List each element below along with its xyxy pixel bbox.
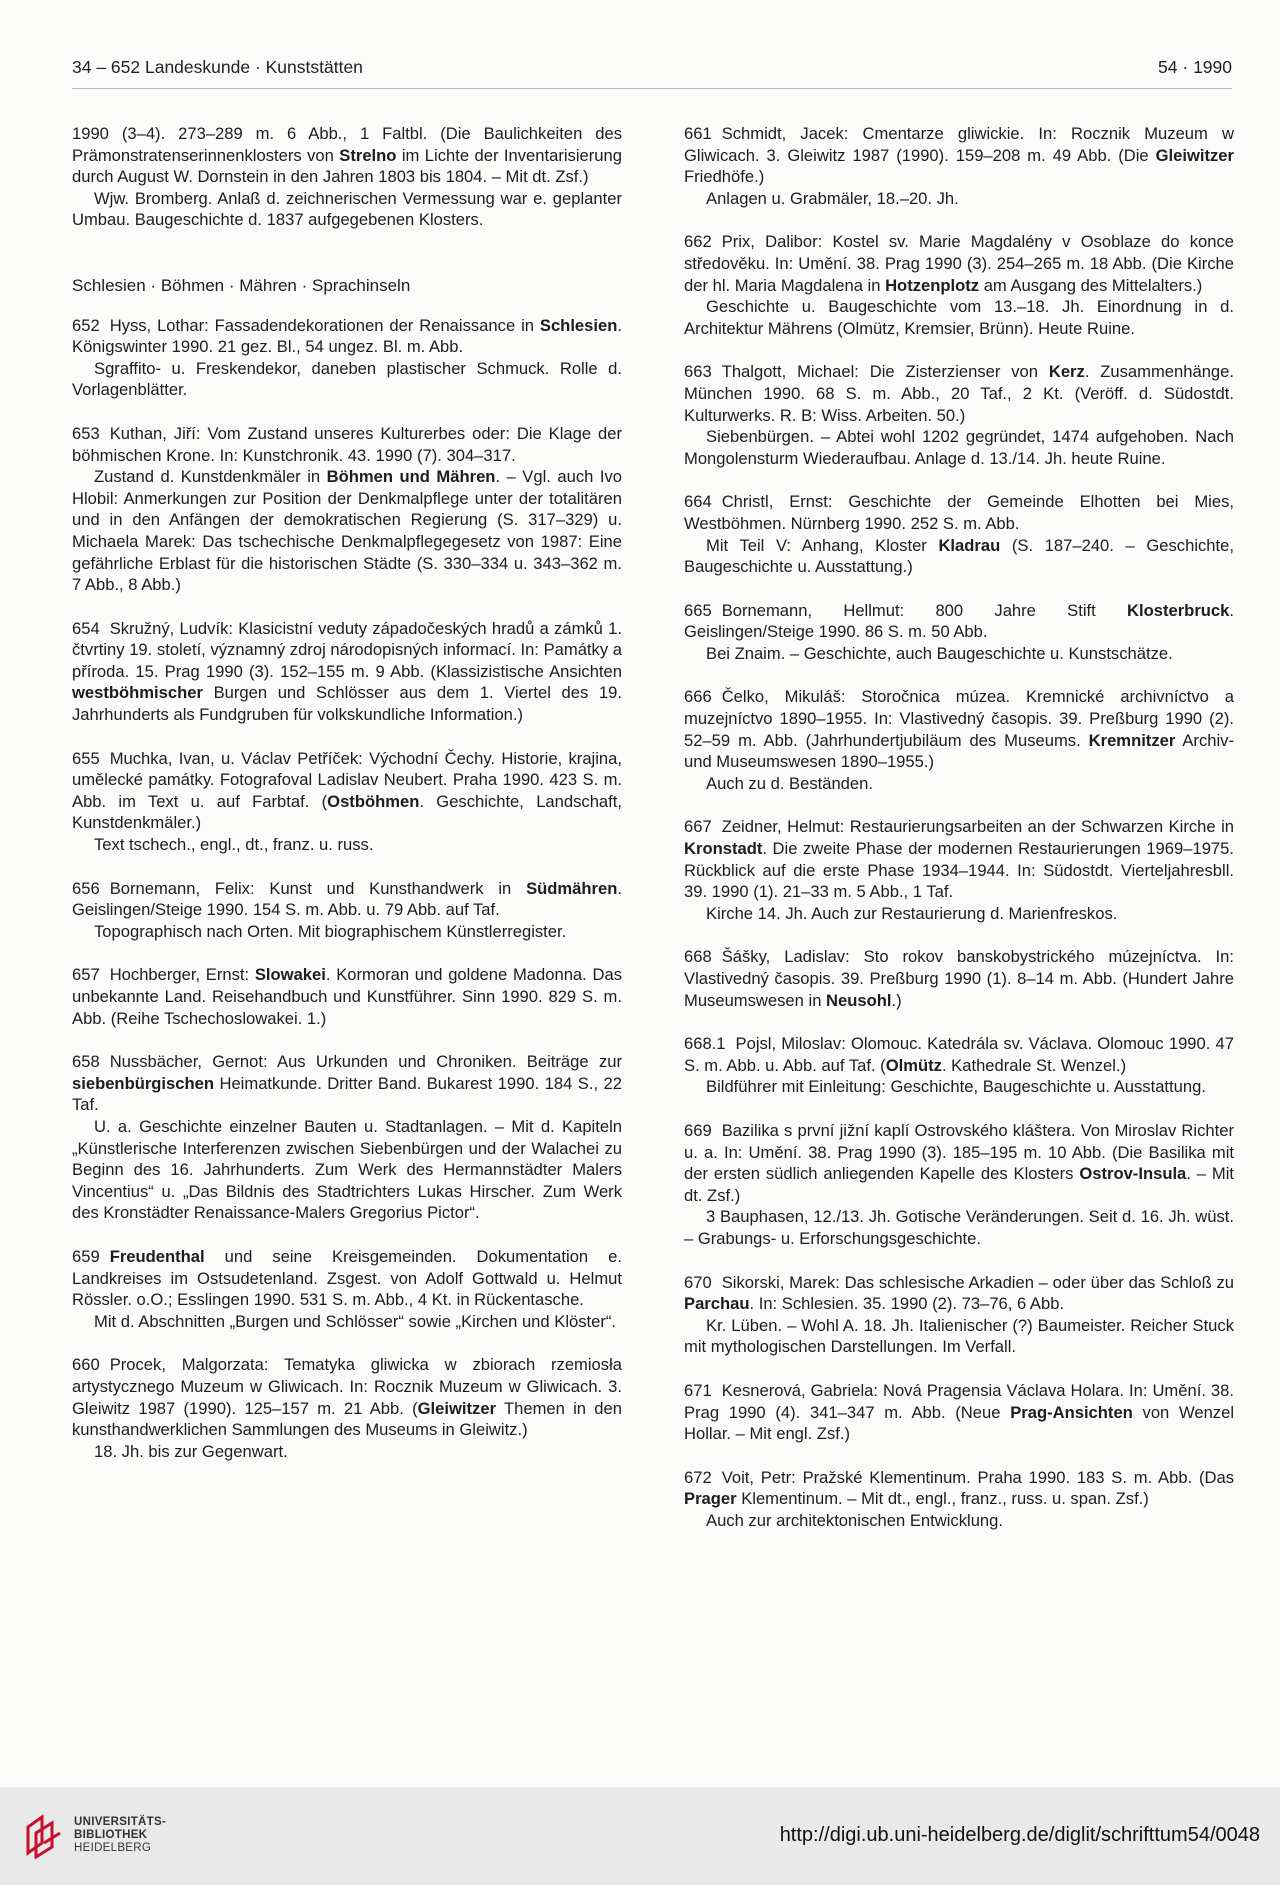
entry-note: Bildführer mit Einleitung: Geschichte, Baugeschichte u. Ausstattung.	[706, 1077, 1206, 1097]
header-rule	[72, 88, 1232, 89]
entry-note: Topographisch nach Orten. Mit biographischem Künstlerregister.	[94, 921, 567, 941]
library-name: UNIVERSITÄTS- BIBLIOTHEK HEIDELBERG	[74, 1816, 167, 1854]
entry-668-1: 668.1 Pojsl, Miloslav: Olomouc. Katedrála sv. Václava. Olomouc 1990. 47 S. m. Abb. u. Abb. auf Taf. (Olmütz. Kathedrale St. Wenzel.) Bildführer mit Einleitung: Geschichte, Baugeschichte u. Ausstattung.	[684, 1034, 1234, 1097]
entry-668: 668 Šášky, Ladislav: Sto rokov banskobystrického múzejníctva. In: Vlastivedný časopis. 39. Preßburg 1990 (1). 8–14 m. Abb. (Hundert Jahre Museumswesen in Neusohl.)	[684, 947, 1234, 1010]
entry-note: Text tschech., engl., dt., franz. u. russ.	[94, 835, 374, 855]
entry-note: Siebenbürgen. – Abtei wohl 1202 gegründet, 1474 aufgehoben. Nach Mongolensturm Wiederaufbau. Anlage d. 13./14. Jh. heute Ruine.	[684, 427, 1234, 468]
source-url[interactable]: http://digi.ub.uni-heidelberg.de/diglit/schrifttum54/0048	[779, 1824, 1260, 1846]
entry-656: 656 Bornemann, Felix: Kunst und Kunsthandwerk in Südmähren. Geislingen/Steige 1990. 154 S. m. Abb. u. 79 Abb. auf Taf. Topographisch nach Orten. Mit biographischem Künstlerregister.	[72, 878, 622, 941]
entry-664: 664 Christl, Ernst: Geschichte der Gemeinde Elhotten bei Mies, Westböhmen. Nürnberg 1990. 252 S. m. Abb. Mit Teil V: Anhang, Kloster Kladrau (S. 187–240. – Geschichte, Baugeschichte u. Ausstattung.)	[684, 492, 1234, 577]
entry-652: 652 Hyss, Lothar: Fassadendekorationen der Renaissance in Schlesien. Königswinter 1990. 21 gez. Bl., 54 ungez. Bl. m. Abb. Sgraffito- u. Freskendekor, daneben plastischer Schmuck. Rolle d. Vorlagenblätter.	[72, 315, 622, 400]
entry-670: 670 Sikorski, Marek: Das schlesische Arkadien – oder über das Schloß zu Parchau. In: Schlesien. 35. 1990 (2). 73–76, 6 Abb. Kr. Lüben. – Wohl A. 18. Jh. Italienischer (?) Baumeister. Reicher Stuck mit mythologischen Darstellungen. Im Verfall.	[684, 1272, 1234, 1357]
entry-note: U. a. Geschichte einzelner Bauten u. Stadtanlagen. – Mit d. Kapiteln „Künstlerische Interferenzen zwischen Siebenbürgen und der Walachei zu Beginn des 16. Jahrhunderts. Zum Werk des Hermannstädter Malers Vincentius“ u. „Das Bildnis des Stadtrichters Lukas Hirscher. Zum Werk des Kronstädter Renaissance-Malers Gregorius Pictor“.	[72, 1116, 622, 1223]
entry-carryover: 1990 (3–4). 273–289 m. 6 Abb., 1 Faltbl. (Die Baulichkeiten des Prämonstratenserinnenklosters von Strelno im Lichte der Inventarisierung durch August W. Dornstein in den Jahren 1803 bis 1804. – Mit dt. Zsf.) Wjw. Bromberg. Anlaß d. zeichnerischen Vermessung war e. geplanter Umbau. Baugeschichte d. 1837 aufgegebenen Klosters.	[72, 124, 622, 230]
entry-note: 18. Jh. bis zur Gegenwart.	[94, 1441, 288, 1461]
library-logo-icon	[24, 1813, 64, 1859]
entry-671: 671 Kesnerová, Gabriela: Nová Pragensia Václava Holara. In: Umění. 38. Prag 1990 (4). 341–347 m. Abb. (Neue Prag-Ansichten von Wenzel Hollar. – Mit engl. Zsf.)	[684, 1380, 1235, 1444]
entry-655: 655 Muchka, Ivan, u. Václav Petříček: Východní Čechy. Historie, krajina, umělecké památky. Fotografoval Ladislav Neubert. Praha 1990. 423 S. m. Abb. im Text u. auf Farbtaf. (Ostböhmen. Geschichte, Landschaft, Kunstdenkmäler.) Text tschech., engl., dt., franz. u. russ.	[72, 748, 622, 855]
entry-note: Auch zu d. Beständen.	[706, 773, 873, 793]
entry-658: 658 Nussbächer, Gernot: Aus Urkunden und Chroniken. Beiträge zur siebenbürgischen Heimatkunde. Dritter Band. Bukarest 1990. 184 S., 22 Taf. U. a. Geschichte einzelner Bauten u. Stadtanlagen. – Mit d. Kapiteln „Künstlerische Interferenzen zwischen Siebenbürgen und der Walachei zu Beginn des 16. Jahrhunderts. Zum Werk des Hermannstädter Malers Vincentius“ u. „Das Bildnis des Stadtrichters Lukas Hirscher. Zum Werk des Kronstädter Renaissance-Malers Gregorius Pictor“.	[72, 1052, 622, 1223]
section-heading: Schlesien · Böhmen · Mähren · Sprachinseln	[72, 275, 411, 295]
entry-665: 665 Bornemann, Hellmut: 800 Jahre Stift Klosterbruck. Geislingen/Steige 1990. 86 S. m. 50 Abb. Bei Znaim. – Geschichte, auch Baugeschichte u. Kunstschätze.	[684, 600, 1234, 663]
entry-note: Sgraffito- u. Freskendekor, daneben plastischer Schmuck. Rolle d. Vorlagenblätter.	[72, 358, 622, 400]
entry-669: 669 Bazilika s první jižní kaplí Ostrovského kláštera. Von Miroslav Richter u. a. In: Umění. 38. Prag 1990 (3). 185–195 m. 10 Abb. (Die Basilika mit der ersten südlich anliegenden Kapelle des Klosters Ostrov-Insula. – Mit dt. Zsf.) 3 Bauphasen, 12./13. Jh. Gotische Veränderungen. Seit d. 16. Jh. wüst. – Grabungs- u. Erforschungsgeschichte.	[684, 1120, 1234, 1248]
entry-note: Anlagen u. Grabmäler, 18.–20. Jh.	[706, 188, 959, 208]
right-column	[684, 123, 1234, 1553]
entry-672: 672 Voit, Petr: Pražské Klementinum. Praha 1990. 183 S. m. Abb. (Das Prager Klementinum. – Mit dt., engl., franz., russ. u. span. Zsf.) Auch zur architektonischen Entwicklung.	[684, 1467, 1234, 1530]
entry-654: 654 Skružný, Ludvík: Klasicistní veduty západočeských hradů a zámků 1. čtvrtiny 19. století, významný zdroj národopisných informací. In: Památky a příroda. 15. Prag 1990 (3). 152–155 m. 9 Abb. (Klassizistische Ansichten westböhmischer Burgen und Schlösser aus dem 1. Viertel des 19. Jahrhunderts als Fundgruben für volkskundliche Information.)	[72, 618, 622, 725]
entry-note: Wjw. Bromberg. Anlaß d. zeichnerischen Vermessung war e. geplanter Umbau. Baugeschichte d. 1837 aufgegebenen Klosters.	[72, 188, 622, 230]
entry-note: Auch zur architektonischen Entwicklung.	[706, 1510, 1003, 1530]
running-head-left: 34 – 652 Landeskunde · Kunststätten	[72, 57, 363, 77]
entry-659: 659 Freudenthal und seine Kreisgemeinden. Dokumentation e. Landkreises im Ostsudetenland. Zsgest. von Adolf Gottwald u. Helmut Rössler. o.O.; Esslingen 1990. 531 S. m. Abb., 4 Kt. in Rückentasche. Mit d. Abschnitten „Burgen und Schlösser“ sowie „Kirchen und Klöster“.	[72, 1246, 622, 1331]
entry-660: 660 Procek, Malgorzata: Tematyka gliwicka w zbiorach rzemiosła artystycznego Muzeum w Gliwicach. In: Rocznik Muzeum w Gliwicach. 3. Gleiwitz 1987 (1990). 125–157 m. 21 Abb. (Gleiwitzer Themen in den kunsthandwerklichen Sammlungen des Museums in Gleiwitz.) 18. Jh. bis zur Gegenwart.	[72, 1355, 622, 1461]
entry-note: Mit d. Abschnitten „Burgen und Schlösser“ sowie „Kirchen und Klöster“.	[94, 1311, 617, 1331]
entry-note: Mit Teil V: Anhang, Kloster Kladrau (S. 187–240. – Geschichte, Baugeschichte u. Ausstattung.)	[684, 535, 1234, 577]
entry-note: Bei Znaim. – Geschichte, auch Baugeschichte u. Kunstschätze.	[706, 643, 1173, 663]
entry-note: Geschichte u. Baugeschichte vom 13.–18. Jh. Einordnung in d. Architektur Mährens (Olmütz, Kremsier, Brünn). Heute Ruine.	[684, 297, 1234, 338]
footer-band	[0, 1787, 1280, 1885]
entry-666: 666 Čelko, Mikuláš: Storočnica múzea. Kremnické archivníctvo a muzejníctvo 1890–1955. In: Vlastivedný časopis. 39. Preßburg 1990 (2). 52–59 m. Abb. (Jahrhundertjubiläum des Museums. Kremnitzer Archiv- und Museumswesen 1890–1955.) Auch zu d. Beständen.	[684, 687, 1234, 793]
entry-note: 3 Bauphasen, 12./13. Jh. Gotische Veränderungen. Seit d. 16. Jh. wüst. – Grabungs- u. Erforschungsgeschichte.	[684, 1207, 1234, 1248]
entry-657: 657 Hochberger, Ernst: Slowakei. Kormoran und goldene Madonna. Das unbekannte Land. Reisehandbuch und Kunstführer. Sinn 1990. 829 S. m. Abb. (Reihe Tschechoslowakei. 1.)	[72, 965, 622, 1028]
left-column	[72, 123, 622, 1484]
entry-653: 653 Kuthan, Jiří: Vom Zustand unseres Kulturerbes oder: Die Klage der böhmischen Krone. In: Kunstchronik. 43. 1990 (7). 304–317. Zustand d. Kunstdenkmäler in Böhmen und Mähren. – Vgl. auch Ivo Hlobil: Anmerkungen zur Position der Denkmalpflege unter der totalitären und in den Anfängen der demokratischen Regierung (S. 317–329) u. Michaela Marek: Das tschechische Denkmalpflegegesetz von 1987: Eine gefährliche Erblast für die historischen Städte (S. 330–334 u. 343–362 m. 7 Abb., 8 Abb.)	[72, 423, 623, 595]
entry-note: Kr. Lüben. – Wohl A. 18. Jh. Italienischer (?) Baumeister. Reicher Stuck mit mythologischen Darstellungen. Im Verfall.	[684, 1315, 1234, 1357]
entry-667: 667 Zeidner, Helmut: Restaurierungsarbeiten an der Schwarzen Kirche in Kronstadt. Die zweite Phase der modernen Restaurierungen 1969–1975. Rückblick auf die erste Phase 1934–1944. In: Südostdt. Vierteljahresbll. 39. 1990 (1). 21–33 m. 5 Abb., 1 Taf. Kirche 14. Jh. Auch zur Restaurierung d. Marienfreskos.	[684, 817, 1234, 923]
entry-662: 662 Prix, Dalibor: Kostel sv. Marie Magdalény v Osoblaze do konce středověku. In: Umění. 38. Prag 1990 (3). 254–265 m. 18 Abb. (Die Kirche der hl. Maria Magdalena in Hotzenplotz am Ausgang des Mittelalters.) Geschichte u. Baugeschichte vom 13.–18. Jh. Einordnung in d. Architektur Mährens (Olmütz, Kremsier, Brünn). Heute Ruine.	[684, 232, 1234, 338]
entry-note: Zustand d. Kunstdenkmäler in Böhmen und Mähren. – Vgl. auch Ivo Hlobil: Anmerkungen zur Position der Denkmalpflege unter der totalitären und in den Anfängen der demokratischen Regierung (S. 317–329) u. Michaela Marek: Das tschechische Denkmalpflegegesetz von 1987: Eine gefährliche Erblast für die historischen Städte (S. 330–334 u. 343–362 m. 7 Abb., 8 Abb.)	[72, 467, 623, 595]
running-head-right: 54 · 1990	[1158, 57, 1232, 77]
entry-661: 661 Schmidt, Jacek: Cmentarze gliwickie. In: Rocznik Muzeum w Gliwicach. 3. Gleiwitz 1987 (1990). 159–208 m. 49 Abb. (Die Gleiwitzer Friedhöfe.) Anlagen u. Grabmäler, 18.–20. Jh.	[684, 124, 1234, 208]
entry-663: 663 Thalgott, Michael: Die Zisterzienser von Kerz. Zusammenhänge. München 1990. 68 S. m. Abb., 20 Taf., 2 Kt. (Veröff. d. Südostdt. Kulturwerks. R. B: Wiss. Arbeiten. 50.) Siebenbürgen. – Abtei wohl 1202 gegründet, 1474 aufgehoben. Nach Mongolensturm Wiederaufbau. Anlage d. 13./14. Jh. heute Ruine.	[684, 362, 1235, 468]
entry-note: Kirche 14. Jh. Auch zur Restaurierung d. Marienfreskos.	[706, 903, 1118, 923]
